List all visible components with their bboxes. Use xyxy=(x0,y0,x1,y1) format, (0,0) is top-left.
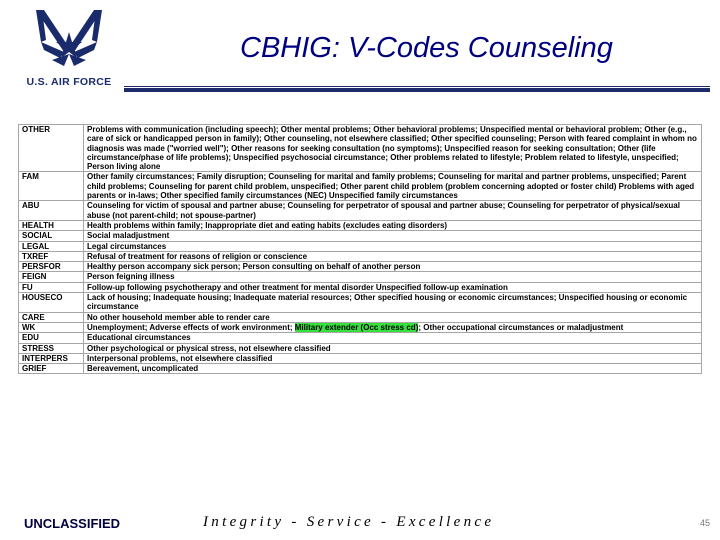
table-row xyxy=(19,282,702,292)
table-row xyxy=(19,251,702,261)
code-cell: INTERPERS xyxy=(19,353,84,363)
table-row xyxy=(19,343,702,353)
header-rule-thick xyxy=(124,88,710,92)
code-cell: OTHER xyxy=(19,125,84,172)
table-row xyxy=(19,262,702,272)
code-cell: PERSFOR xyxy=(19,262,84,272)
code-cell: EDU xyxy=(19,333,84,343)
description-cell: Refusal of treatment for reasons of religion or conscience xyxy=(84,251,702,261)
table-row xyxy=(19,364,702,374)
description-cell: Counseling for victim of spousal and partner abuse; Counseling for perpetrator of spousal and partner abuse; Counseling for perpetrator of physical/sexual abuse (not parent-child; not spouse-partner) xyxy=(84,201,702,221)
table-row xyxy=(19,293,702,313)
description-cell: Interpersonal problems, not elsewhere classified xyxy=(84,353,702,363)
description-cell: Educational circumstances xyxy=(84,333,702,343)
header-rule-thin xyxy=(124,86,710,87)
page-number: 45 xyxy=(700,518,711,528)
description-cell: Lack of housing; Inadequate housing; Inadequate material resources; Other specified housing or economic circumstances; Unspecified housing or economic circumstance xyxy=(84,293,702,313)
page-title: CBHIG: V-Codes Counseling xyxy=(240,32,613,64)
table-row xyxy=(19,172,702,201)
code-cell: FU xyxy=(19,282,84,292)
description-cell: Legal circumstances xyxy=(84,241,702,251)
description-cell: Bereavement, uncomplicated xyxy=(84,364,702,374)
description-cell: Social maladjustment xyxy=(84,231,702,241)
table-row xyxy=(19,312,702,322)
table-row xyxy=(19,201,702,221)
code-cell: LEGAL xyxy=(19,241,84,251)
description-cell: Other psychological or physical stress, not elsewhere classified xyxy=(84,343,702,353)
code-cell: SOCIAL xyxy=(19,231,84,241)
description-cell: Health problems within family; Inappropriate diet and eating habits (excludes eating disorders) xyxy=(84,220,702,230)
classification-label: UNCLASSIFIED xyxy=(24,516,121,531)
description-cell: Follow-up following psychotherapy and other treatment for mental disorder Unspecified follow-up examination xyxy=(84,282,702,292)
motto: Integrity - Service - Excellence xyxy=(203,514,495,530)
highlighted-text: Military extender (Occ stress cd) xyxy=(294,322,419,332)
table-row xyxy=(19,125,702,172)
code-cell: HEALTH xyxy=(19,220,84,230)
logo-text: U.S. AIR FORCE xyxy=(26,76,112,88)
table-row xyxy=(19,333,702,343)
table-row xyxy=(19,322,702,332)
code-cell: GRIEF xyxy=(19,364,84,374)
description-cell: Healthy person accompany sick person; Person consulting on behalf of another person xyxy=(84,262,702,272)
vcodes-table xyxy=(18,124,702,374)
description-cell: No other household member able to render care xyxy=(84,312,702,322)
description-cell: Other family circumstances; Family disruption; Counseling for marital and family problems; Counseling for marital and partner problems, unspecified; Parent child problems; Counseling for parent child problem, unspecified; Other parent child problem (problem concerning adopted or foster child) Problems with aged parents or in-laws; Other specified family circumstances (NEC) Unspecified family circumstances xyxy=(84,172,702,201)
description-cell: Problems with communication (including speech); Other mental problems; Other behavioral problems; Unspecified mental or behavioral problem; Other (e.g., care of sick or handicapped person in family); Other counseling, not elsewhere classified; Other specified counseling; Person with feared complaint in whom no diagnosis was made ("worried well"); Other reasons for seeking consultation (no symptoms); Unspecified reason for seeking consultation; Other (life circumstance/phase of life problems); Unspecified psychosocial circumstance; Other problems related to lifestyle; Problem related to lifestyle, unspecified; Person living alone xyxy=(84,125,702,172)
air-force-wings-icon xyxy=(14,6,124,76)
description-cell: Person feigning illness xyxy=(84,272,702,282)
description-text: Unemployment; Adverse effects of work environment; xyxy=(87,322,295,332)
table-row xyxy=(19,231,702,241)
code-cell: FAM xyxy=(19,172,84,201)
code-cell: FEIGN xyxy=(19,272,84,282)
table-row xyxy=(19,353,702,363)
description-text: ; Other occupational circumstances or maladjustment xyxy=(418,322,624,332)
code-cell: STRESS xyxy=(19,343,84,353)
code-cell: CARE xyxy=(19,312,84,322)
table-row xyxy=(19,241,702,251)
code-cell: ABU xyxy=(19,201,84,221)
code-cell: WK xyxy=(19,322,84,332)
code-cell: HOUSECO xyxy=(19,293,84,313)
description-cell xyxy=(84,322,702,332)
table-row xyxy=(19,220,702,230)
code-cell: TXREF xyxy=(19,251,84,261)
air-force-logo xyxy=(14,6,124,90)
table-row xyxy=(19,272,702,282)
